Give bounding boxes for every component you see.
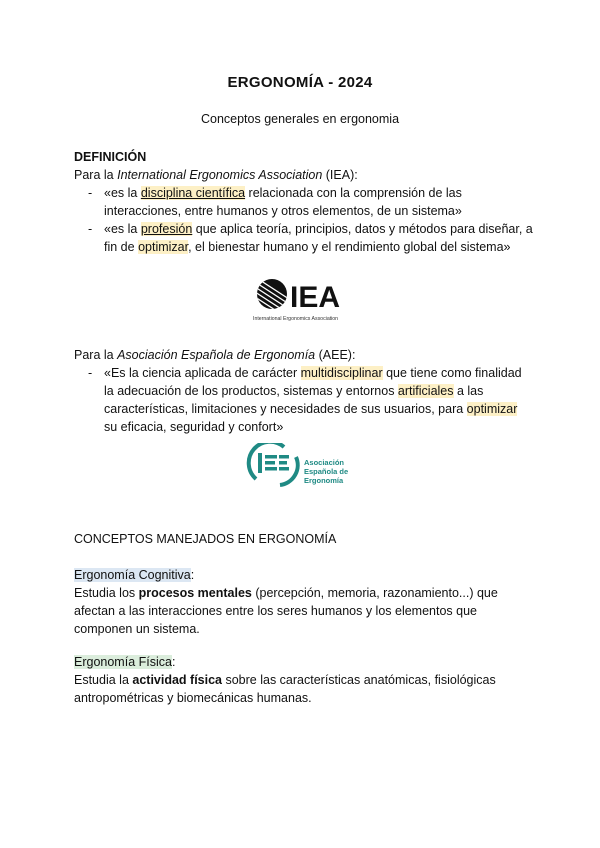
cognitive-label: Ergonomía Cognitiva (74, 568, 191, 582)
page-title: ERGONOMÍA - 2024 (227, 74, 373, 91)
cognitive-label-line: Ergonomía Cognitiva: (74, 568, 195, 582)
iea-org-name: International Ergonomics Association (117, 168, 323, 182)
physical-description: Estudia la actividad física sobre las características anatómicas, fisiológicas antropométricas y biomecánicas humanas. (74, 673, 496, 705)
highlight-artificiales: artificiales (397, 384, 454, 398)
iea-definition-list (74, 184, 534, 256)
iea-logo-text: IEA (290, 281, 341, 314)
aee-intro: Para la Asociación Española de Ergonomía (AEE): (74, 348, 356, 362)
physical-label-line: Ergonomía Física: (74, 655, 176, 669)
highlight-optimizar: optimizar (138, 240, 189, 254)
concepts-section (74, 530, 534, 548)
cognitive-bold-term: procesos mentales (138, 586, 252, 600)
aee-logo-line2: Española de (304, 467, 349, 476)
aee-section (74, 346, 534, 436)
iea-logo-caption: International Ergonomics Association (253, 316, 339, 322)
cognitive-description: Estudia los procesos mentales (percepción, memoria, razonamiento...) que afectan a las interacciones entre los seres humanos y los elementos que componen un sistema. (74, 586, 498, 636)
physical-bold-term: actividad física (132, 673, 222, 687)
definition-section (74, 148, 534, 256)
iea-logo (252, 276, 352, 322)
iea-globe-icon (252, 276, 352, 322)
highlight-disciplina: disciplina científica (140, 186, 246, 200)
highlight-optimizar: optimizar (466, 402, 518, 416)
aee-org-name: Asociación Española de Ergonomía (117, 348, 316, 362)
iea-intro: Para la International Ergonomics Association (IEA): (74, 168, 358, 182)
highlight-multidisciplinar: multidisciplinar (300, 366, 383, 380)
aee-logo-line3: Ergonomía (304, 476, 344, 485)
physical-section (74, 653, 534, 707)
page-subtitle: Conceptos generales en ergonomia (200, 112, 400, 126)
physical-label: Ergonomía Física (74, 655, 172, 669)
concepts-heading: CONCEPTOS MANEJADOS EN ERGONOMÍA (74, 532, 337, 546)
list-item: - «es la disciplina científica relacionada con la comprensión de las interacciones, entre humanos y otros elementos, de un sistema» (104, 184, 534, 220)
list-item: - «es la profesión que aplica teoría, principios, datos y métodos para diseñar, a fin de optimizar, el bienestar humano y el rendimiento global del sistema» (104, 220, 534, 256)
aee-emblem-icon (246, 443, 366, 489)
definition-heading: DEFINICIÓN (74, 150, 147, 164)
highlight-profesion: profesión (140, 222, 193, 236)
aee-logo-line1: Asociación (304, 458, 345, 467)
cognitive-section (74, 566, 534, 638)
aee-definition-list (74, 364, 534, 436)
aee-logo (246, 443, 366, 489)
list-item: - «Es la ciencia aplicada de carácter multidisciplinar que tiene como finalidad la adecuación de los productos, sistemas y entornos artificiales a las características, limitaciones y necesidades de sus usuarios, para optimizar su eficacia, seguridad y confort» (104, 364, 534, 436)
